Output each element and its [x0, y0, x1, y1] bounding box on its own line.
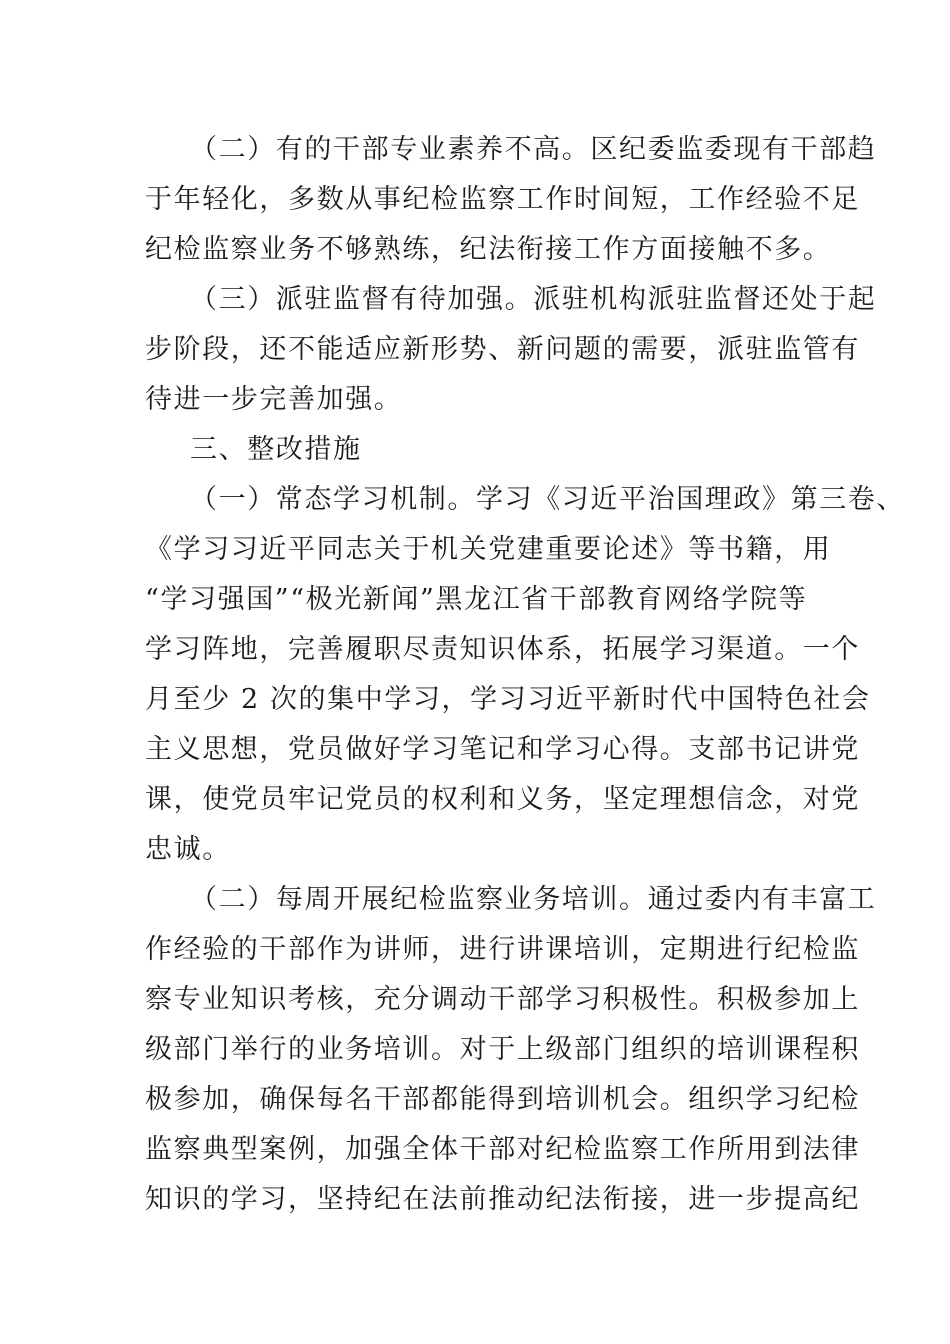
text-line: 纪检监察业务不够熟练，纪法衔接工作方面接触不多。 [145, 234, 832, 265]
text-line: （一）常态学习机制。学习《习近平治国理政》第三卷、 [190, 484, 905, 515]
text-line: 监察典型案例，加强全体干部对纪检监察工作所用到法律 [145, 1134, 860, 1165]
text-line: 《学习习近平同志关于机关党建重要论述》等书籍，用 [145, 534, 832, 565]
text-line: 察专业知识考核，充分调动干部学习积极性。积极参加上 [145, 984, 860, 1015]
text-line: 极参加，确保每名干部都能得到培训机会。组织学习纪检 [145, 1084, 860, 1115]
text-line: 月至少 2 次的集中学习，学习习近平新时代中国特色社会 [145, 684, 871, 715]
text-line: 待进一步完善加强。 [145, 384, 403, 415]
text-line: 课，使党员牢记党员的权利和义务，坚定理想信念，对党 [145, 784, 860, 815]
text-line: 忠诚。 [145, 834, 231, 865]
text-line: 知识的学习，坚持纪在法前推动纪法衔接，进一步提高纪 [145, 1184, 860, 1215]
text-line: （二）有的干部专业素养不高。区纪委监委现有干部趋 [190, 134, 877, 165]
text-line: 学习阵地，完善履职尽责知识体系，拓展学习渠道。一个 [145, 634, 860, 665]
text-line: 步阶段，还不能适应新形势、新问题的需要，派驻监管有 [145, 334, 860, 365]
text-line: 级部门举行的业务培训。对于上级部门组织的培训课程积 [145, 1034, 860, 1065]
text-line: （三）派驻监督有待加强。派驻机构派驻监督还处于起 [190, 284, 877, 315]
text-line: （二）每周开展纪检监察业务培训。通过委内有丰富工 [190, 884, 877, 915]
text-line: 于年轻化，多数从事纪检监察工作时间短，工作经验不足 [145, 184, 860, 215]
text-line: “学习强国”“极光新闻”黑龙江省干部教育网络学院等 [145, 584, 808, 615]
section-heading: 三、整改措施 [190, 434, 362, 465]
text-line: 作经验的干部作为讲师，进行讲课培训，定期进行纪检监 [145, 934, 860, 965]
text-line: 主义思想，党员做好学习笔记和学习心得。支部书记讲党 [145, 734, 860, 765]
